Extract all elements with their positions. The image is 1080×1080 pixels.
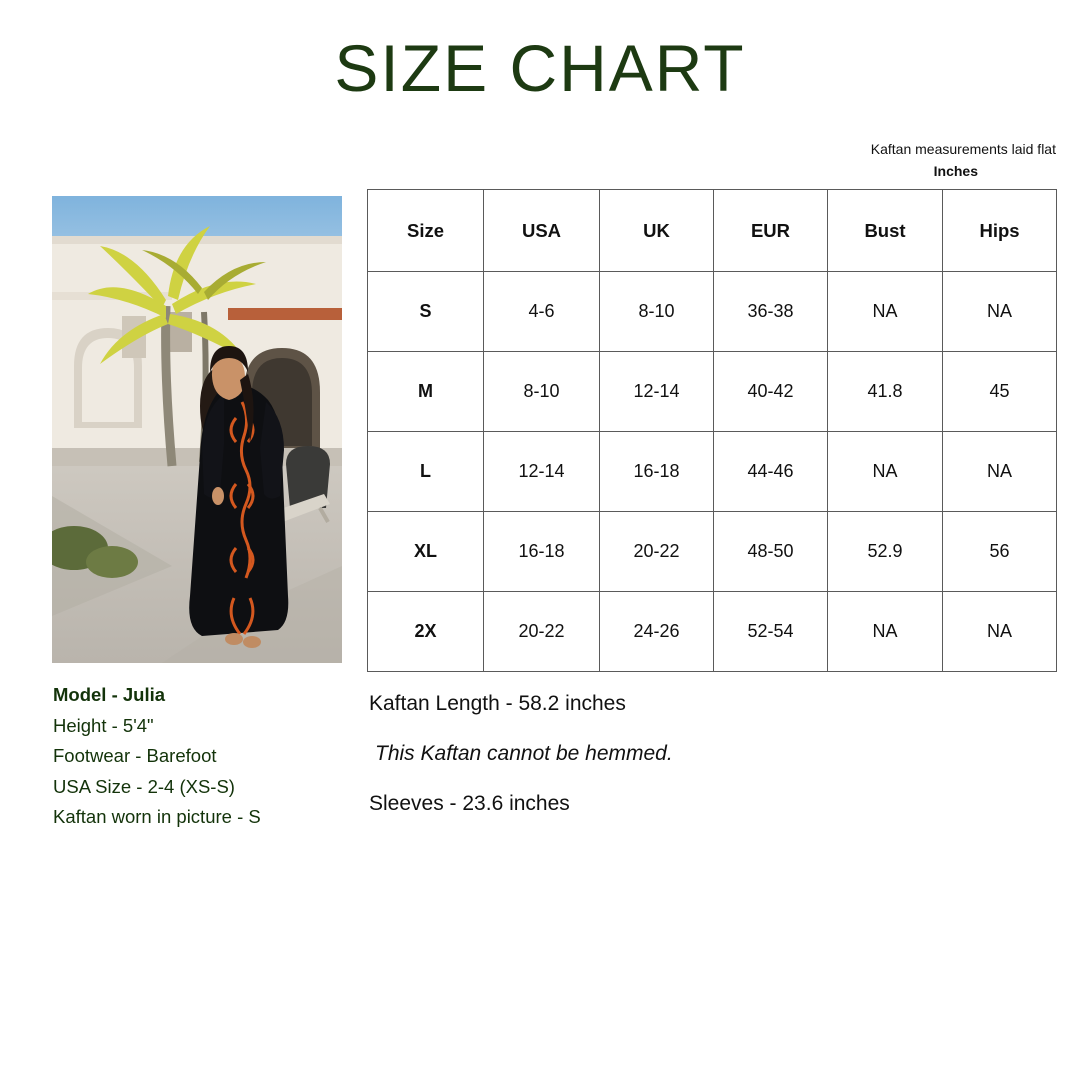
cell-usa: 8-10 <box>484 352 600 432</box>
table-row <box>368 592 1057 672</box>
column-header-size: Size <box>368 190 484 272</box>
cell-size: L <box>368 432 484 512</box>
cell-uk: 20-22 <box>600 512 714 592</box>
cell-bust: NA <box>828 272 943 352</box>
cell-bust: 41.8 <box>828 352 943 432</box>
cell-eur: 36-38 <box>714 272 828 352</box>
cell-size: XL <box>368 512 484 592</box>
table-caption <box>366 139 1056 182</box>
model-height: Height - 5'4" <box>53 714 154 736</box>
column-header-eur: EUR <box>714 190 828 272</box>
cell-eur: 52-54 <box>714 592 828 672</box>
note-hem: This Kaftan cannot be hemmed. <box>375 742 673 765</box>
model-worn-size: Kaftan worn in picture - S <box>53 806 261 828</box>
cell-eur: 40-42 <box>714 352 828 432</box>
cell-hips: NA <box>943 432 1057 512</box>
cell-bust: 52.9 <box>828 512 943 592</box>
cell-uk: 16-18 <box>600 432 714 512</box>
cell-size: M <box>368 352 484 432</box>
cell-size: 2X <box>368 592 484 672</box>
model-photo <box>52 196 342 663</box>
column-header-bust: Bust <box>828 190 943 272</box>
cell-uk: 24-26 <box>600 592 714 672</box>
cell-usa: 4-6 <box>484 272 600 352</box>
model-info <box>53 680 373 833</box>
cell-bust: NA <box>828 432 943 512</box>
model-photo-graphic <box>52 196 342 663</box>
note-sleeves: Sleeves - 23.6 inches <box>369 792 570 815</box>
cell-uk: 12-14 <box>600 352 714 432</box>
cell-uk: 8-10 <box>600 272 714 352</box>
measurement-units: Inches <box>933 162 978 179</box>
table-row <box>368 352 1057 432</box>
cell-usa: 20-22 <box>484 592 600 672</box>
cell-eur: 48-50 <box>714 512 828 592</box>
cell-bust: NA <box>828 592 943 672</box>
model-name: Model - Julia <box>53 684 166 705</box>
note-kaftan-length: Kaftan Length - 58.2 inches <box>369 692 626 715</box>
cell-usa: 16-18 <box>484 512 600 592</box>
cell-hips: 56 <box>943 512 1057 592</box>
column-header-usa: USA <box>484 190 600 272</box>
cell-usa: 12-14 <box>484 432 600 512</box>
cell-hips: NA <box>943 272 1057 352</box>
table-row <box>368 512 1057 592</box>
cell-hips: NA <box>943 592 1057 672</box>
cell-size: S <box>368 272 484 352</box>
notes-section <box>369 692 969 842</box>
size-table <box>367 189 1057 672</box>
model-usa-size: USA Size - 2-4 (XS-S) <box>53 775 235 797</box>
model-footwear: Footwear - Barefoot <box>53 745 217 767</box>
cell-hips: 45 <box>943 352 1057 432</box>
column-header-uk: UK <box>600 190 714 272</box>
measurement-note: Kaftan measurements laid flat <box>870 141 1056 157</box>
cell-eur: 44-46 <box>714 432 828 512</box>
table-row <box>368 272 1057 352</box>
table-header-row <box>368 190 1057 272</box>
page-title: SIZE CHART <box>334 31 746 105</box>
column-header-hips: Hips <box>943 190 1057 272</box>
table-row <box>368 432 1057 512</box>
